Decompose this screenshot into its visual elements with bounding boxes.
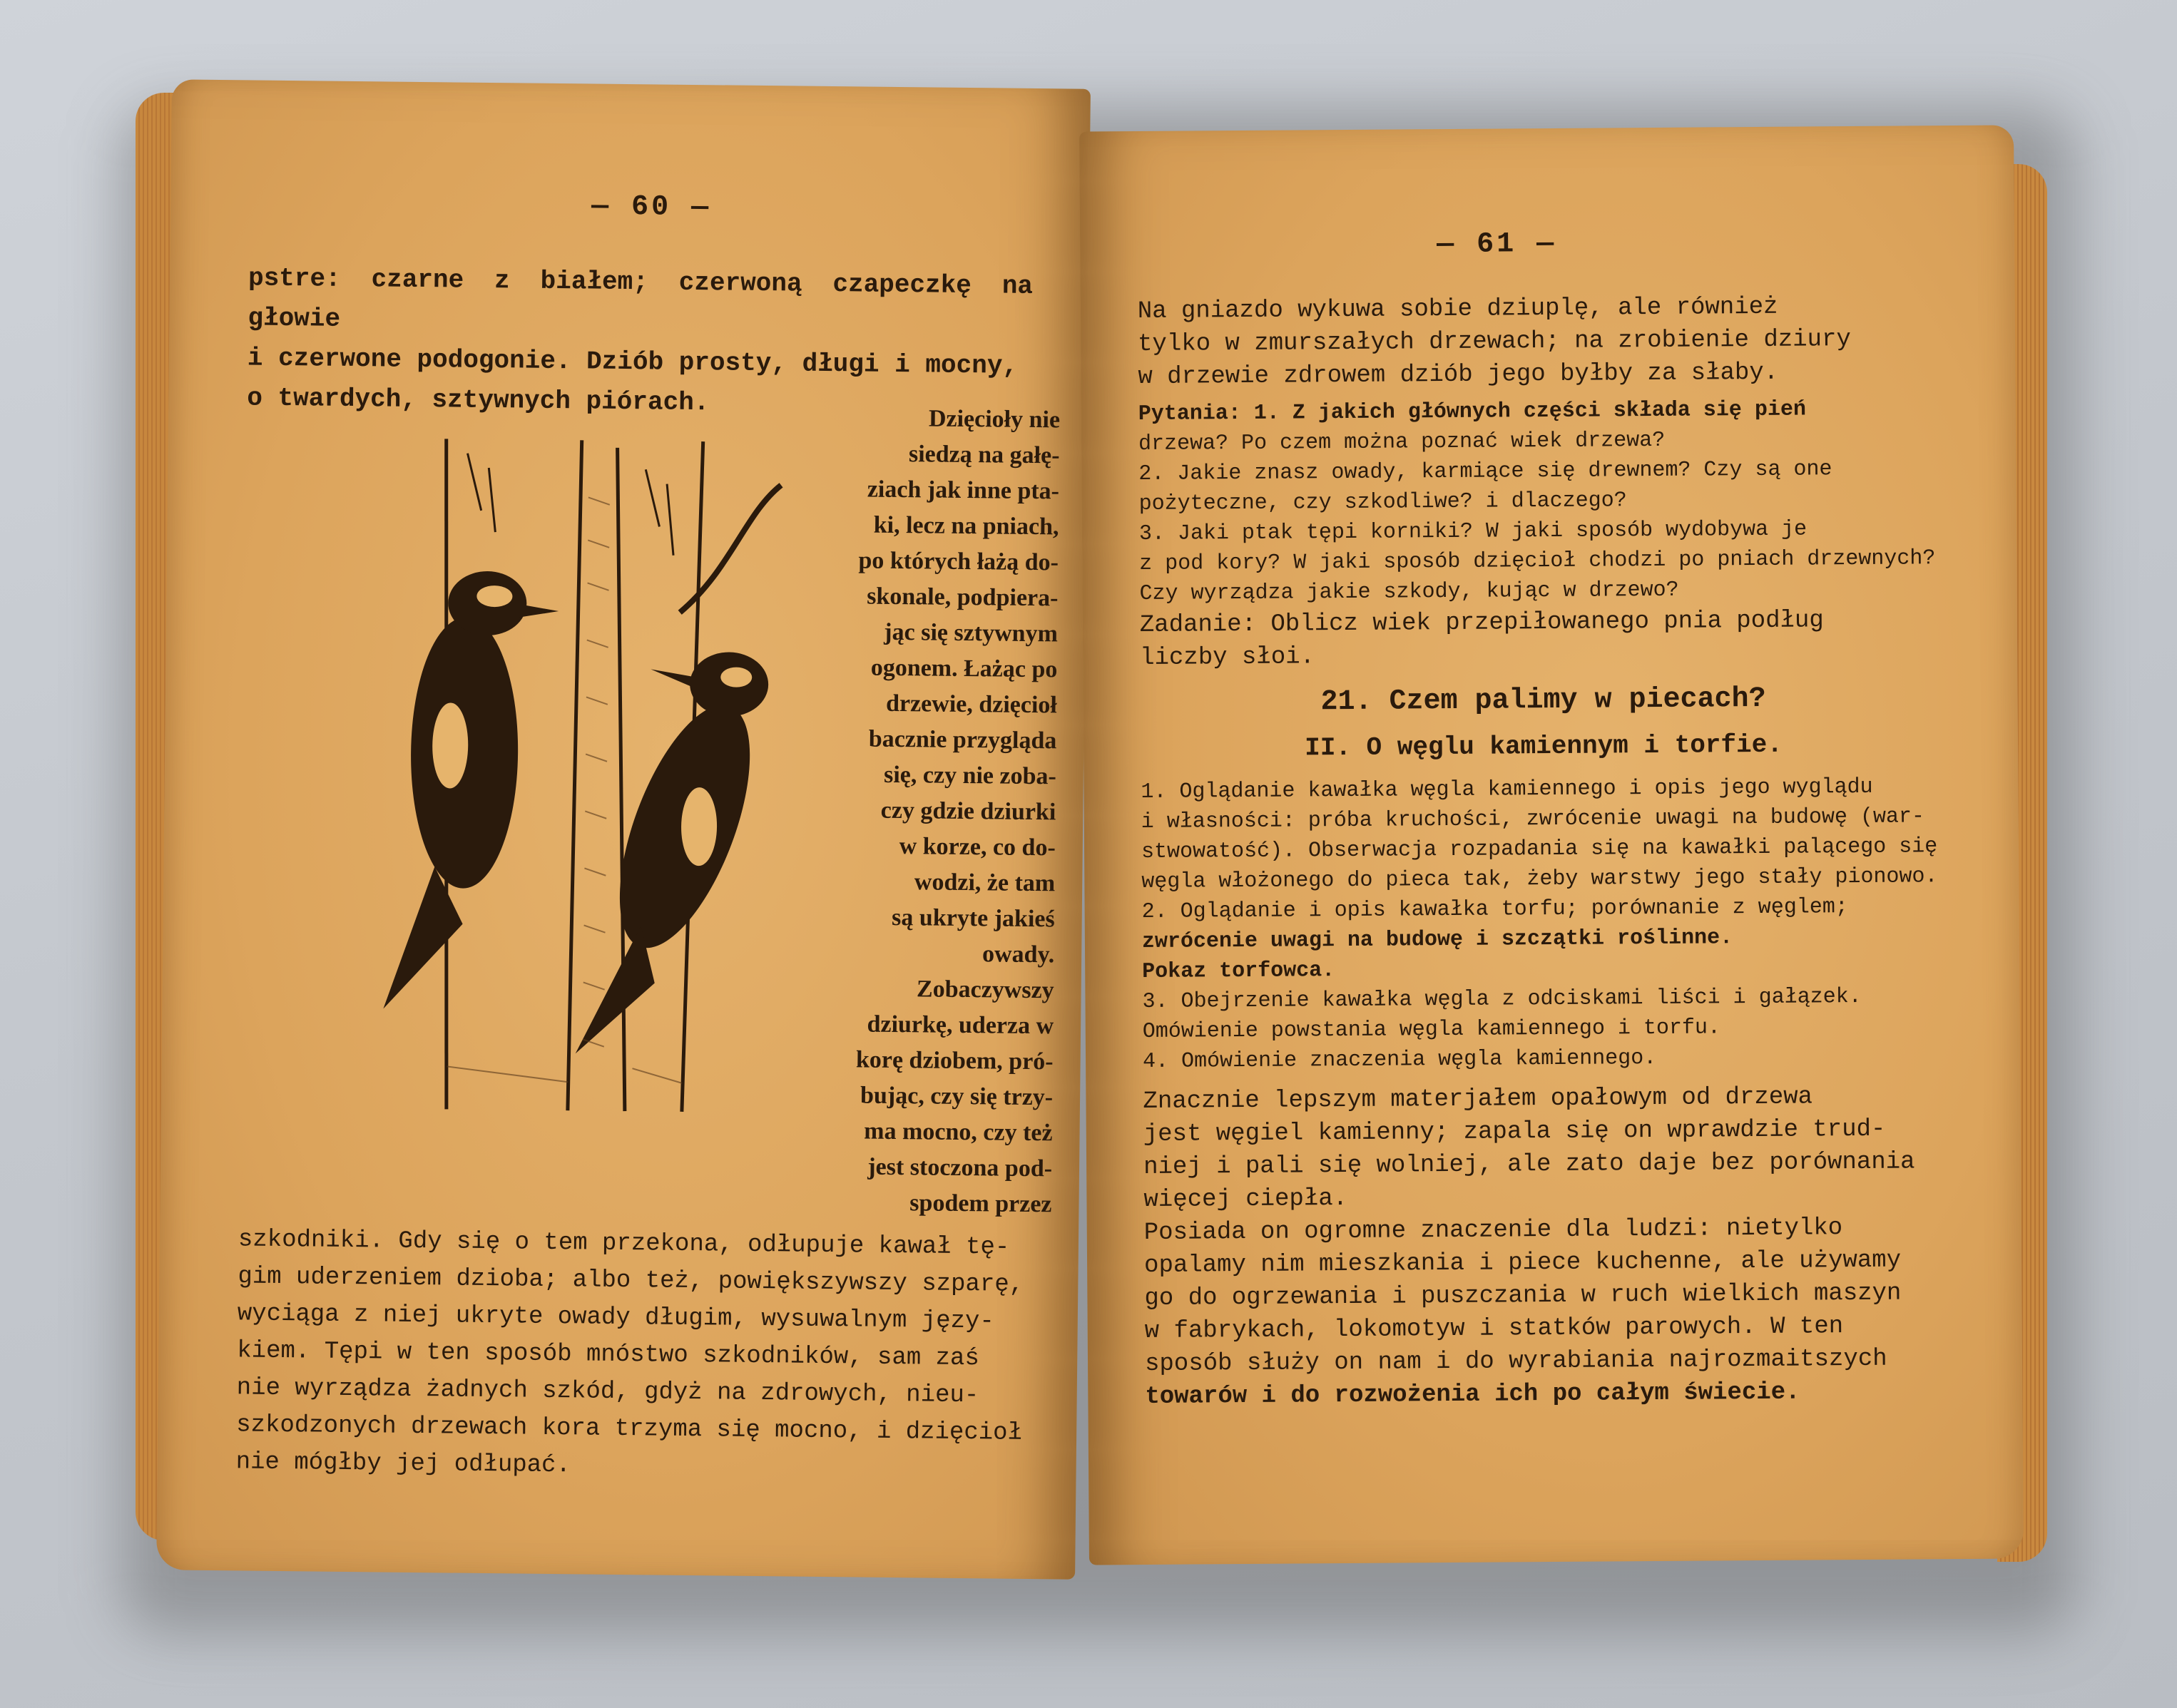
text-line: dziurkę, uderza w <box>867 1011 1054 1040</box>
text-line: Pokaz torfowca. <box>1142 958 1335 985</box>
text-line: w drzewie zdrowem dziób jego byłby za słaby. <box>1138 359 1779 392</box>
text-line: Zadanie: Oblicz wiek przepiłowanego pnia podług <box>1139 607 1824 640</box>
text-line: Omówienie powstania węgla kamiennego i torfu. <box>1142 1016 1721 1045</box>
text-line: 2. Jakie znasz owady, karmiące się drewnem? Czy są one <box>1138 457 1832 487</box>
text-line: 3. Jaki ptak tępi korniki? W jaki sposób wydobywa je <box>1138 517 1808 547</box>
text-line: czy gdzie dziurki <box>880 797 1056 826</box>
text-line: jest stoczona pod- <box>867 1153 1053 1182</box>
text-line: korę dziobem, pró- <box>855 1046 1054 1075</box>
text-line: z pod kory? W jaki sposób dzięcioł chodzi po pniach drzewnych? <box>1139 546 1936 577</box>
text-line: Pytania: 1. Z jakich głównych części składa się pień <box>1138 397 1807 427</box>
text-line: jąc się sztywnym <box>884 618 1059 648</box>
column-text <box>816 400 1060 1222</box>
text-line: i własności: próba kruchości, zwrócenie uwagi na budowę (war- <box>1141 804 1925 835</box>
text-line: opalamy nim mieszkania i piece kuchenne, ale używamy <box>1143 1247 1902 1279</box>
text-line: Posiada on ogromne znaczenie dla ludzi: nietylko <box>1143 1214 1843 1247</box>
text-line: Czy wyrządza jakie szkody, kując w drzewo? <box>1139 578 1679 607</box>
text-line: owady. <box>982 941 1055 968</box>
text-line: skonale, podpiera- <box>866 583 1059 612</box>
text-line: go do ogrzewania i puszczania w ruch wielkich maszyn <box>1144 1279 1902 1312</box>
text-line: wodzi, że tam <box>914 869 1056 897</box>
text-line: Dzięcioły nie <box>928 405 1061 434</box>
text-line: zwrócenie uwagi na budowę i szczątki roślinne. <box>1141 926 1733 955</box>
text-line: są ukryte jakieś <box>891 904 1055 933</box>
text-line: nie mógłby jej odłupać. <box>235 1448 571 1480</box>
bottom-paragraph <box>235 1221 1051 1489</box>
text-line: szkodniki. Gdy się o tem przekona, odłupuje kawał tę- <box>238 1226 1010 1262</box>
text-line: jest węgiel kamienny; zapala się on wprawdzie trud- <box>1143 1115 1886 1149</box>
text-line: gim uderzeniem dzioba; albo też, powiększywszy szparę, <box>238 1263 1024 1299</box>
text-line: bując, czy się trzy- <box>860 1082 1054 1111</box>
page-number: — 61 — <box>1436 227 1557 262</box>
text-line: Znacznie lepszym materjałem opałowym od drzewa <box>1143 1083 1813 1116</box>
text-line: drzewie, dzięcioł <box>885 690 1058 719</box>
text-line: bacznie przygląda <box>868 725 1057 755</box>
text-line: więcej ciepła. <box>1143 1185 1348 1214</box>
text-line: spodem przez <box>909 1190 1052 1218</box>
text-line: Na gniazdo wykuwa sobie dziuplę, ale również <box>1137 293 1778 326</box>
text-line: niej i pali się wolniej, ale zato daje bez porównania <box>1143 1148 1915 1182</box>
right-page <box>1079 125 2024 1565</box>
text-line: w fabrykach, lokomotyw i statków parowych. W ten <box>1144 1313 1844 1345</box>
subsection-title: II. O węglu kamiennym i torfie. <box>1305 730 1783 763</box>
text-line: drzewa? Po czem można poznać wiek drzewa? <box>1138 428 1666 457</box>
text-line: nie wyrządza żadnych szkód, gdyż na zdrowych, nieu- <box>236 1374 979 1410</box>
text-line: ma mocno, czy też <box>864 1118 1053 1147</box>
text-line: pstre: czarne z białem; czerwoną czapeczkę na głowie <box>248 263 1034 334</box>
text-line: o twardych, sztywnych piórach. <box>247 383 710 418</box>
text-line: tylko w zmurszałych drzewach; na zrobienie dziury <box>1137 326 1851 359</box>
text-line: towarów i do rozwożenia ich po całym świecie. <box>1145 1379 1800 1411</box>
left-page <box>156 79 1091 1579</box>
questions-block <box>1138 394 1946 609</box>
text-line: kiem. Tępi w ten sposób mnóstwo szkodników, sam zaś <box>237 1337 980 1373</box>
text-line: siedzą na gałę- <box>908 441 1060 469</box>
text-line: szkodzonych drzewach kora trzyma się mocno, i dzięcioł <box>236 1411 1023 1447</box>
text-line: liczby słoi. <box>1140 643 1315 673</box>
text-line: 4. Omówienie znaczenia węgla kamiennego. <box>1142 1045 1657 1075</box>
text-line: 2. Oglądanie i opis kawałka torfu; porównanie z węglem; <box>1141 895 1848 925</box>
text-line: ziach jak inne pta- <box>867 476 1060 505</box>
page-number: — 60 — <box>591 190 712 225</box>
text-line: 1. Oglądanie kawałka węgla kamiennego i opis jego wyglądu <box>1141 774 1873 805</box>
section-title: 21. Czem palimy w piecach? <box>1320 682 1766 719</box>
text-line: i czerwone podogonie. Dziób prosty, długi i mocny, <box>247 343 1019 381</box>
text-line: węgla włożonego do pieca tak, żeby warstwy jego stały pionowo. <box>1141 864 1938 895</box>
text-line: w korze, co do- <box>899 833 1056 861</box>
text-line: ki, lecz na pniach, <box>873 511 1059 541</box>
text-line: po których łażą do- <box>858 547 1059 576</box>
text-line: pożyteczne, czy szkodliwe? i dlaczego? <box>1138 489 1627 517</box>
page-text-column <box>1138 290 1952 1413</box>
woodpecker-illustration <box>339 424 817 1142</box>
text-line: się, czy nie zoba- <box>883 761 1057 790</box>
text-line: stwowatość). Obserwacja rozpadania się na kawałki palącego się <box>1141 834 1938 865</box>
text-line: wyciąga z niej ukryte owady długim, wysuwalnym języ- <box>237 1300 994 1336</box>
body-paragraphs <box>1143 1080 1951 1413</box>
text-line: 3. Obejrzenie kawałka węgla z odciskami liści i gałązek. <box>1142 984 1862 1015</box>
exercises-block <box>1141 772 1949 1077</box>
text-line: ogonem. Łażąc po <box>870 654 1058 683</box>
text-line: sposób służy on nam i do wyrabiania najrozmaitszych <box>1144 1345 1887 1378</box>
text-line: Zobaczywszy <box>916 976 1054 1004</box>
